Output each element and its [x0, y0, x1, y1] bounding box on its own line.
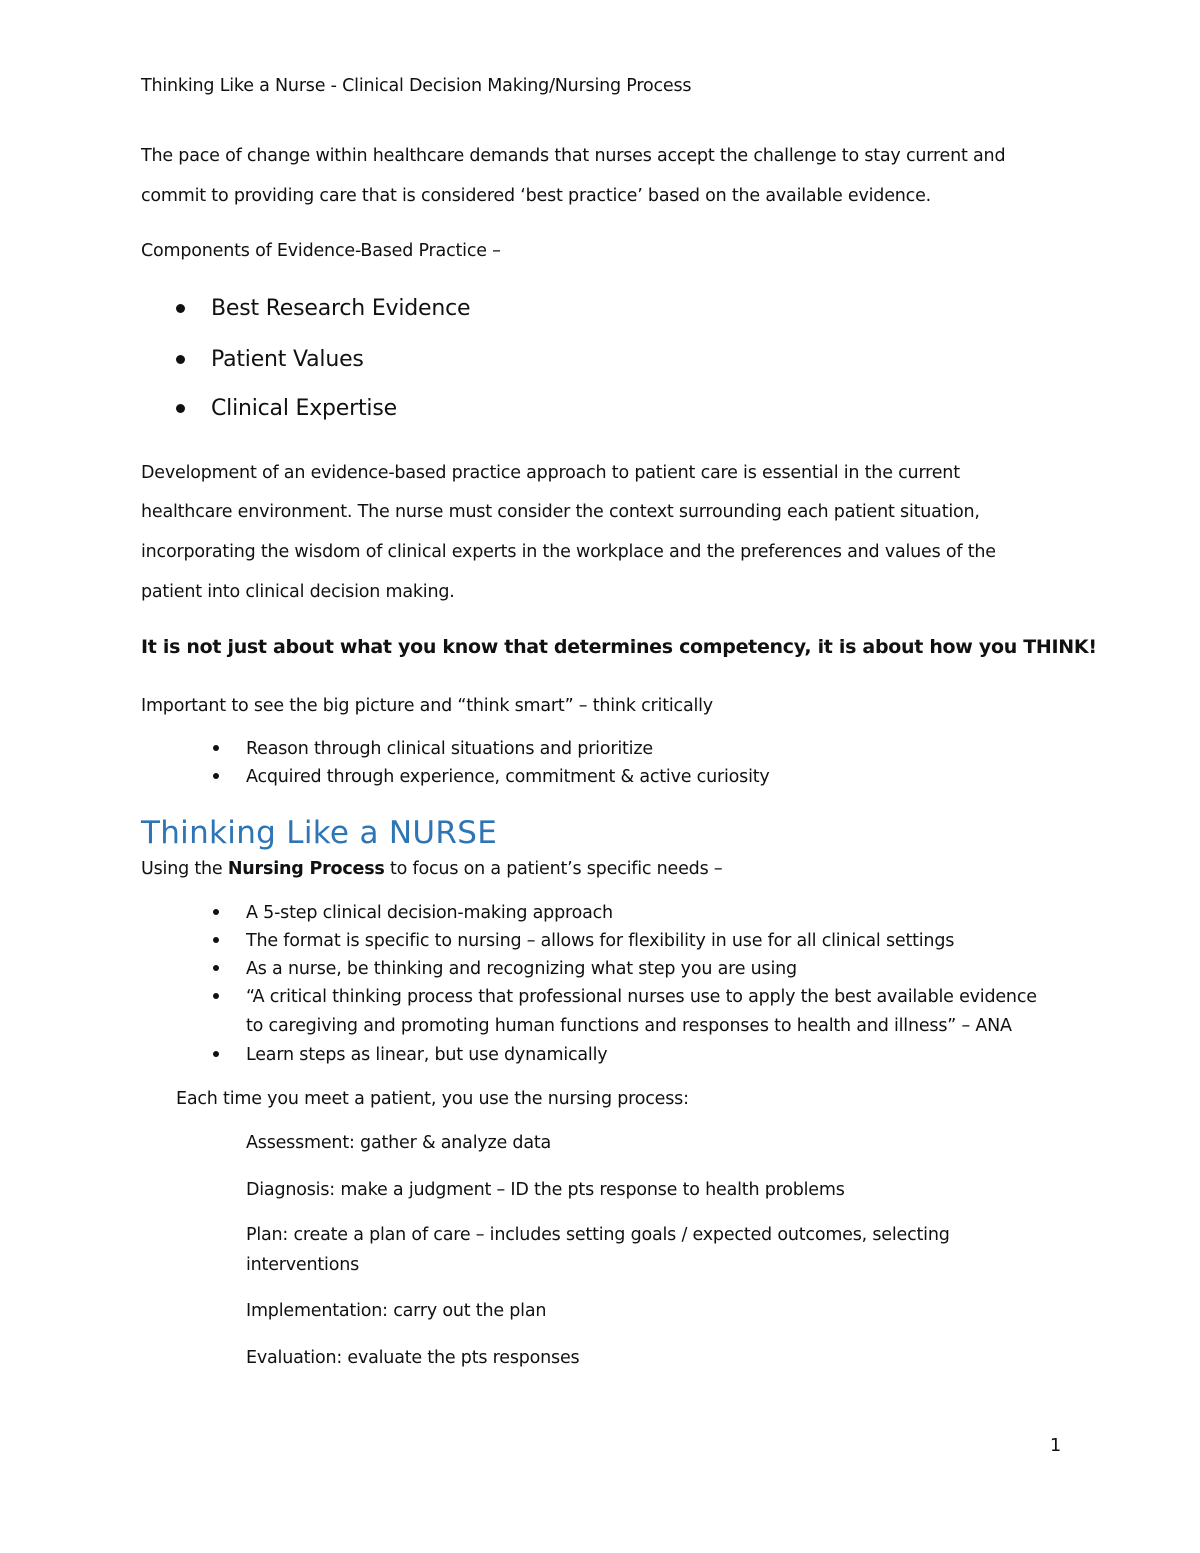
- step-implementation: Implementation: carry out the plan: [246, 1301, 547, 1321]
- bullet-icon: [213, 773, 219, 779]
- section-item: As a nurse, be thinking and recognizing what step you are using: [246, 959, 797, 979]
- section-heading: Thinking Like a NURSE: [141, 815, 498, 851]
- components-label: Components of Evidence-Based Practice –: [141, 241, 501, 261]
- section-item: “A critical thinking process that professional nurses use to apply the best available evidence: [246, 987, 1037, 1007]
- section-item-continued: to caregiving and promoting human functions and responses to health and illness” – ANA: [246, 1016, 1012, 1036]
- step-diagnosis: Diagnosis: make a judgment – ID the pts response to health problems: [246, 1180, 845, 1200]
- bullet-icon: [213, 993, 219, 999]
- development-line-3: incorporating the wisdom of clinical experts in the workplace and the preferences and values of the: [141, 542, 996, 562]
- step-plan-continued: interventions: [246, 1255, 360, 1275]
- section-item: Learn steps as linear, but use dynamically: [246, 1045, 608, 1065]
- big-picture-item: Acquired through experience, commitment & active curiosity: [246, 767, 770, 787]
- page-number: 1: [1050, 1436, 1061, 1456]
- component-label: Best Research Evidence: [211, 296, 471, 321]
- emphasis-statement: It is not just about what you know that determines competency, it is about how you THINK!: [141, 636, 1097, 658]
- section-item: The format is specific to nursing – allows for flexibility in use for all clinical settings: [246, 931, 955, 951]
- bullet-icon: [213, 965, 219, 971]
- big-picture-label: Important to see the big picture and “think smart” – think critically: [141, 696, 713, 716]
- bullet-icon: [213, 909, 219, 915]
- section-intro-prefix: Using the: [141, 859, 228, 879]
- step-plan: Plan: create a plan of care – includes setting goals / expected outcomes, selecting: [246, 1225, 950, 1245]
- component-label: Clinical Expertise: [211, 396, 397, 421]
- development-line-2: healthcare environment. The nurse must consider the context surrounding each patient situation,: [141, 502, 980, 522]
- intro-line-1: The pace of change within healthcare demands that nurses accept the challenge to stay current and: [141, 146, 1006, 166]
- component-label: Patient Values: [211, 347, 364, 372]
- development-line-1: Development of an evidence-based practice approach to patient care is essential in the current: [141, 463, 960, 483]
- bullet-icon: [213, 937, 219, 943]
- section-item: A 5-step clinical decision-making approach: [246, 903, 613, 923]
- bullet-icon: [176, 355, 185, 364]
- process-label: Each time you meet a patient, you use the nursing process:: [176, 1089, 689, 1109]
- development-line-4: patient into clinical decision making.: [141, 582, 455, 602]
- nursing-process-term: Nursing Process: [227, 859, 385, 879]
- bullet-icon: [213, 745, 219, 751]
- bullet-icon: [176, 404, 185, 413]
- bullet-icon: [176, 304, 185, 313]
- bullet-icon: [213, 1051, 219, 1057]
- step-evaluation: Evaluation: evaluate the pts responses: [246, 1348, 580, 1368]
- big-picture-item: Reason through clinical situations and prioritize: [246, 739, 653, 759]
- section-intro: [141, 857, 722, 881]
- page-header-title: Thinking Like a Nurse - Clinical Decision Making/Nursing Process: [141, 76, 692, 96]
- section-intro-suffix: to focus on a patient’s specific needs –: [384, 859, 723, 879]
- intro-line-2: commit to providing care that is considered ‘best practice’ based on the available evidence.: [141, 186, 932, 206]
- step-assessment: Assessment: gather & analyze data: [246, 1133, 552, 1153]
